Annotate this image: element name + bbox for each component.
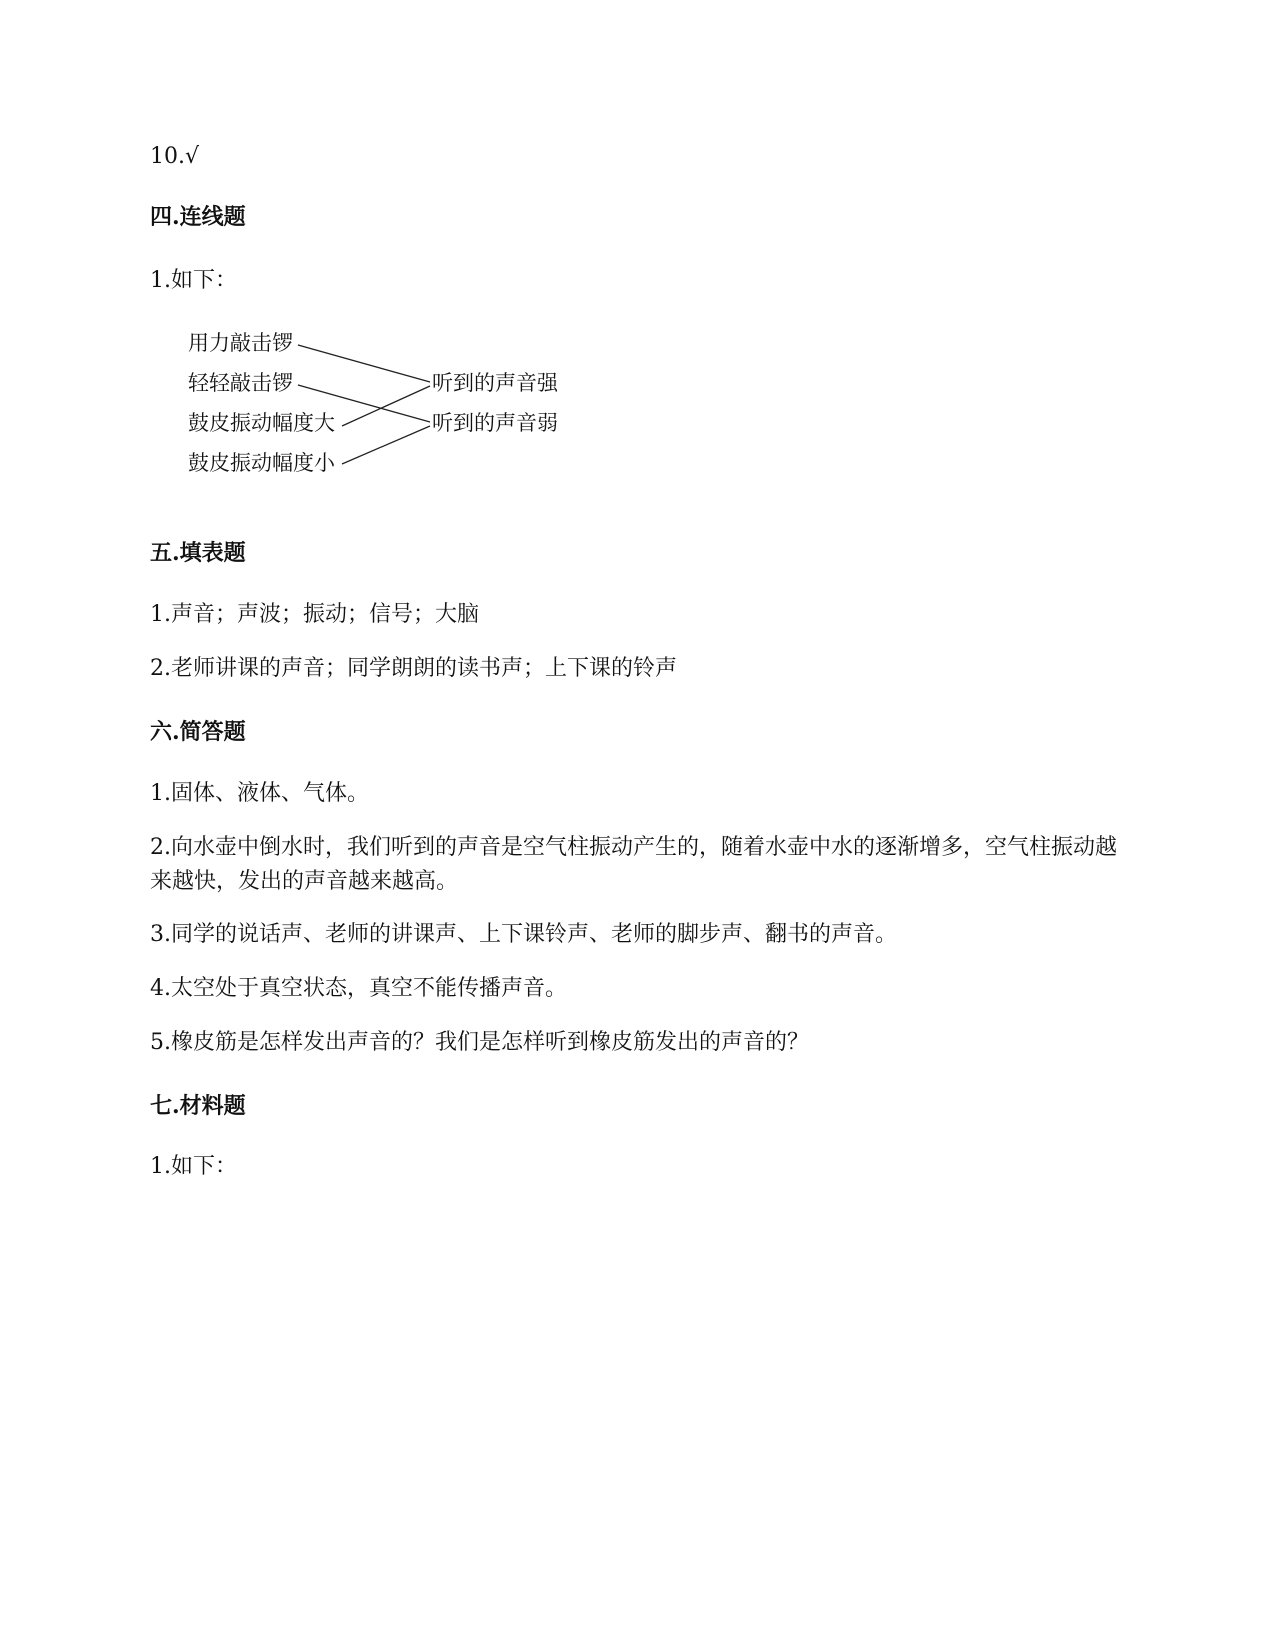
section-6-title: 六.简答题 [150, 719, 246, 745]
section-4-answer-1: 1.如下： [150, 268, 237, 293]
section-5-answer-1: 1.声音；声波；振动；信号；大脑 [150, 602, 479, 627]
match-left-1: 用力敲击锣 [188, 331, 293, 355]
section-6-answer-5: 5.橡皮筋是怎样发出声音的？我们是怎样听到橡皮筋发出的声音的？ [150, 1030, 809, 1055]
section-6-answer-2: 2.向水壶中倒水时，我们听到的声音是空气柱振动产生的，随着水壶中水的逐渐增多，空气柱振动越来越快，发出的声音越来越高。 [150, 835, 1117, 894]
section-6-answer-1: 1.固体、液体、气体。 [150, 781, 369, 806]
section-5-answer-2: 2.老师讲课的声音；同学朗朗的读书声；上下课的铃声 [150, 656, 677, 681]
match-right-1: 听到的声音强 [432, 371, 558, 395]
section-6-answer-3: 3.同学的说话声、老师的讲课声、上下课铃声、老师的脚步声、翻书的声音。 [150, 922, 897, 947]
match-right-2: 听到的声音弱 [432, 411, 558, 435]
match-left-3: 鼓皮振动幅度大 [188, 411, 335, 435]
match-line-3 [342, 386, 430, 426]
match-left-2: 轻轻敲击锣 [188, 371, 293, 395]
matching-diagram [180, 330, 620, 500]
answer-10: 10.√ [150, 144, 200, 169]
section-5-title: 五.填表题 [150, 540, 246, 566]
match-line-1 [298, 345, 430, 382]
section-4-title: 四.连线题 [150, 204, 246, 230]
section-7-title: 七.材料题 [150, 1093, 246, 1119]
match-line-4 [342, 426, 430, 464]
section-6-answer-4: 4.太空处于真空状态，真空不能传播声音。 [150, 976, 567, 1001]
section-7-answer-1: 1.如下： [150, 1154, 237, 1179]
match-left-4: 鼓皮振动幅度小 [188, 451, 335, 475]
